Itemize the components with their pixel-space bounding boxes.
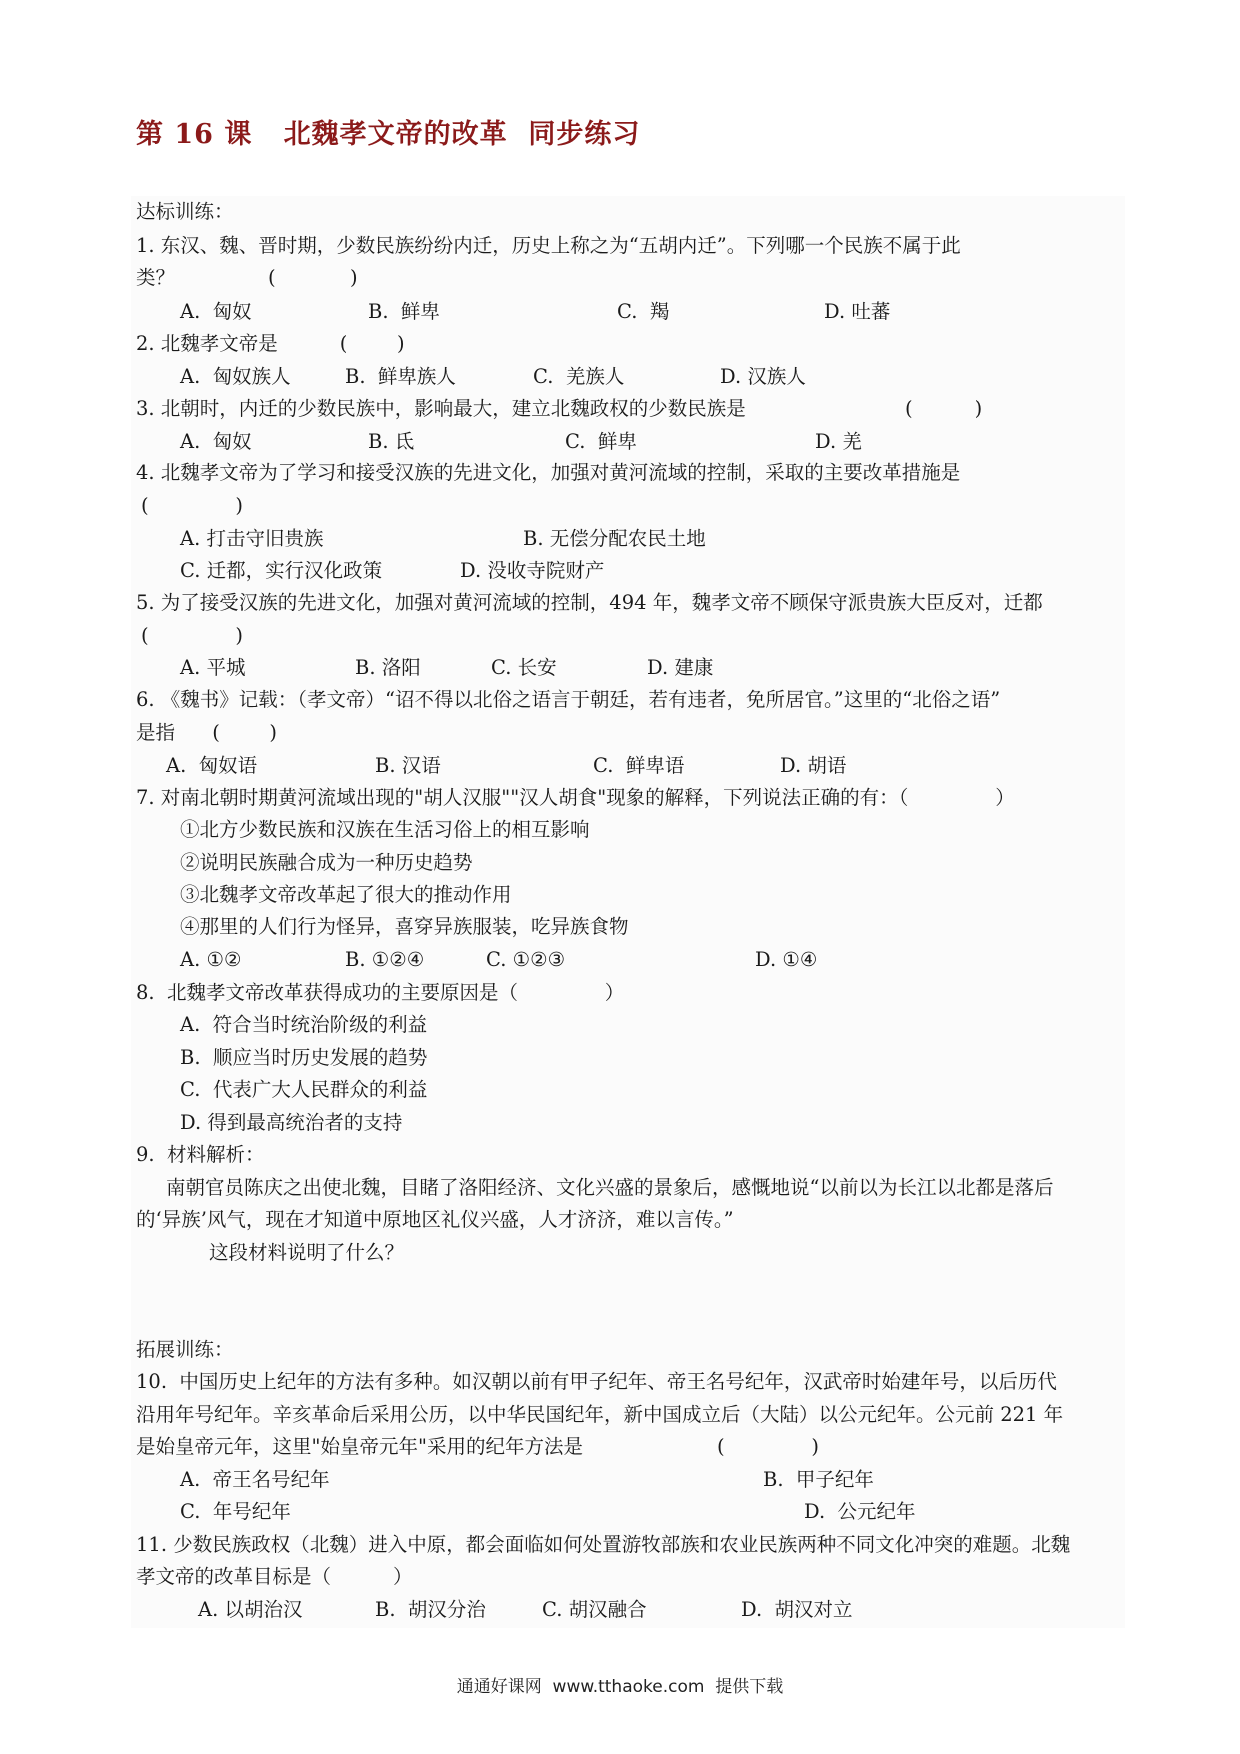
question-4-answer-paren: ( ) (141, 494, 243, 517)
question-4-option-a: A. 打击守旧贵族 (180, 527, 324, 550)
question-10-stem-cont: 沿用年号纪年。辛亥革命后采用公历，以中华民国纪年，新中国成立后（大陆）以公元纪年。公元前 221 年 (136, 1403, 1064, 1426)
question-8-option-c: C. 代表广大人民群众的利益 (180, 1078, 428, 1101)
question-4-option-b: B. 无偿分配农民土地 (523, 527, 706, 550)
question-11-option-c: C. 胡汉融合 (542, 1598, 647, 1621)
question-1-stem-cont: 类？ ( ) (136, 266, 358, 289)
question-1-option-c: C. 羯 (617, 300, 670, 323)
question-7-option-b: B. ①②④ (345, 948, 425, 971)
question-6-stem: 6. 《魏书》记载：（孝文帝）“诏不得以北俗之语言于朝廷，若有违者，免所居官。”这里的“北俗之语” (136, 688, 1001, 711)
question-5-option-d: D. 建康 (647, 656, 714, 679)
question-6-option-b: B. 汉语 (375, 754, 441, 777)
question-2-stem: 2. 北魏孝文帝是 ( ) (136, 332, 405, 355)
question-7-statement-4: ④那里的人们行为怪异，喜穿异族服装，吃异族食物 (180, 915, 629, 938)
question-4-stem: 4. 北魏孝文帝为了学习和接受汉族的先进文化，加强对黄河流域的控制，采取的主要改革措施是 (136, 461, 961, 484)
question-7-option-a: A. ①② (180, 948, 242, 971)
question-11-option-d: D. 胡汉对立 (741, 1598, 853, 1621)
question-4-option-c: C. 迁都，实行汉化政策 (180, 559, 383, 582)
question-7-stem: 7. 对南北朝时期黄河流域出现的"胡人汉服""汉人胡食"现象的解释，下列说法正确的有：（ ） (136, 786, 1015, 809)
question-1-stem: 1. 东汉、魏、晋时期，少数民族纷纷内迁，历史上称之为“五胡内迁”。下列哪一个民族不属于此 (136, 234, 961, 257)
question-8-option-d: D. 得到最高统治者的支持 (180, 1111, 403, 1134)
question-8-stem: 8. 北魏孝文帝改革获得成功的主要原因是（ ） (136, 981, 625, 1004)
question-9-stem: 9. 材料解析： (136, 1143, 265, 1166)
question-10-option-c: C. 年号纪年 (180, 1500, 291, 1523)
question-2-option-d: D. 汉族人 (720, 365, 806, 388)
question-1-option-b: B. 鲜卑 (368, 300, 440, 323)
question-11-stem: 11. 少数民族政权（北魏）进入中原，都会面临如何处置游牧部族和农业民族两种不同文化冲突的难题。北魏 (136, 1533, 1071, 1556)
question-5-option-a: A. 平城 (180, 656, 246, 679)
question-7-option-c: C. ①②③ (486, 948, 566, 971)
question-9-material: 南朝官员陈庆之出使北魏，目睹了洛阳经济、文化兴盛的景象后，感慨地说“以前以为长江以北都是落后 (166, 1176, 1054, 1199)
question-9-prompt: 这段材料说明了什么？ (209, 1241, 405, 1264)
question-6-option-a: A. 匈奴语 (166, 754, 258, 777)
question-9-material-cont: 的‘异族’风气，现在才知道中原地区礼仪兴盛，人才济济，难以言传。” (136, 1208, 734, 1231)
question-11-stem-cont: 孝文帝的改革目标是（ ） (136, 1565, 413, 1588)
question-11-option-b: B. 胡汉分治 (375, 1598, 486, 1621)
question-3-option-c: C. 鲜卑 (565, 430, 637, 453)
footer-source: 通通好课网 www.tthaoke.com 提供下载 (456, 1677, 784, 1697)
question-8-option-a: A. 符合当时统治阶级的利益 (180, 1013, 428, 1036)
question-7-statement-3: ③北魏孝文帝改革起了很大的推动作用 (180, 883, 512, 906)
question-10-answer-paren: ( ) (717, 1435, 819, 1458)
question-7-statement-2: ②说明民族融合成为一种历史趋势 (180, 851, 473, 874)
question-10-stem: 10. 中国历史上纪年的方法有多种。如汉朝以前有甲子纪年、帝王名号纪年，汉武帝时始建年号，以后历代 (136, 1370, 1057, 1393)
question-1-option-d: D. 吐蕃 (824, 300, 891, 323)
question-6-option-d: D. 胡语 (780, 754, 847, 777)
question-3-option-b: B. 氐 (368, 430, 415, 453)
question-5-answer-paren: ( ) (141, 624, 243, 647)
question-10-option-d: D. 公元纪年 (804, 1500, 916, 1523)
section-heading-extended: 拓展训练： (136, 1338, 234, 1361)
question-10-option-b: B. 甲子纪年 (763, 1468, 874, 1491)
question-7-statement-1: ①北方少数民族和汉族在生活习俗上的相互影响 (180, 818, 590, 841)
question-8-option-b: B. 顺应当时历史发展的趋势 (180, 1046, 428, 1069)
question-10-option-a: A. 帝王名号纪年 (180, 1468, 330, 1491)
question-3-answer-paren: ( ) (905, 397, 983, 420)
question-3-option-d: D. 羌 (815, 430, 862, 453)
question-5-option-b: B. 洛阳 (355, 656, 421, 679)
question-5-option-c: C. 长安 (491, 656, 557, 679)
question-4-option-d: D. 没收寺院财产 (460, 559, 605, 582)
question-3-option-a: A. 匈奴 (180, 430, 252, 453)
question-5-stem: 5. 为了接受汉族的先进文化，加强对黄河流域的控制，494 年，魏孝文帝不顾保守派贵族大臣反对，迁都 (136, 591, 1043, 614)
question-3-stem: 3. 北朝时，内迁的少数民族中，影响最大，建立北魏政权的少数民族是 (136, 397, 746, 420)
question-6-option-c: C. 鲜卑语 (593, 754, 685, 777)
question-2-option-c: C. 羌族人 (533, 365, 625, 388)
question-2-option-a: A. 匈奴族人 (180, 365, 291, 388)
question-11-option-a: A. 以胡治汉 (198, 1598, 303, 1621)
question-7-option-d: D. ①④ (755, 948, 818, 971)
page-title: 第 16 课 北魏孝文帝的改革 同步练习 (136, 119, 641, 150)
section-heading-basic: 达标训练： (136, 200, 234, 223)
question-6-stem-cont: 是指 ( ) (136, 721, 277, 744)
question-2-option-b: B. 鲜卑族人 (345, 365, 456, 388)
question-10-stem-cont2: 是始皇帝元年，这里"始皇帝元年"采用的纪年方法是 (136, 1435, 583, 1458)
question-1-option-a: A. 匈奴 (180, 300, 252, 323)
